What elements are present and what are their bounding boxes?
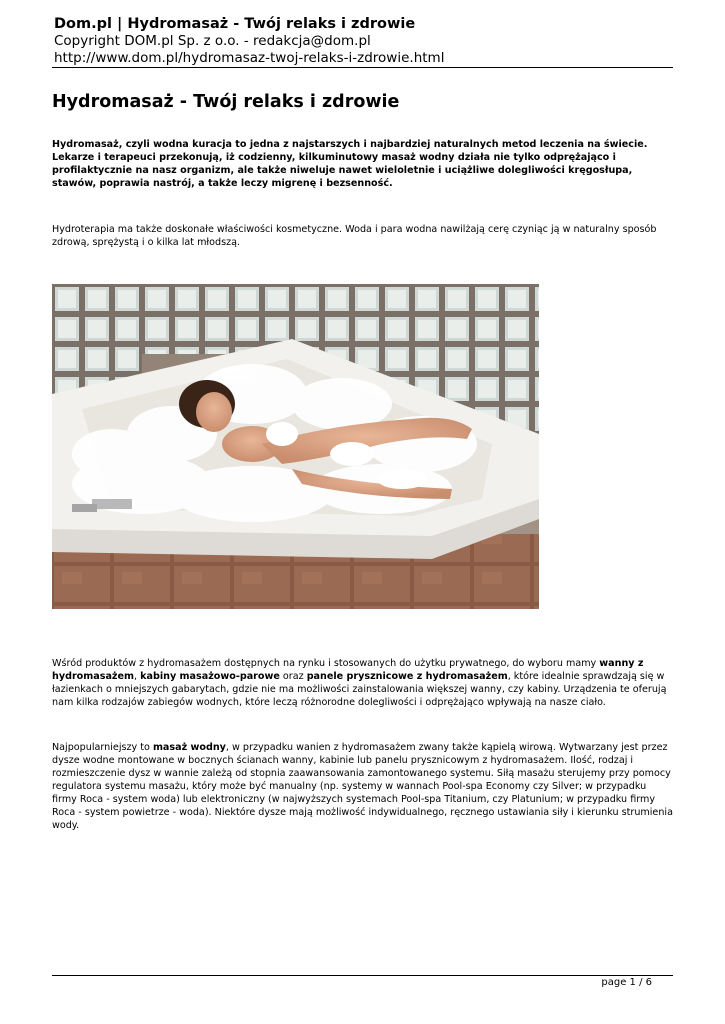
header-divider	[52, 67, 673, 68]
footer-divider	[52, 975, 673, 976]
bold-steam-cabins: kabiny masażowo-parowe	[140, 671, 280, 682]
text-run: Wśród produktów z hydromasażem dostępnych na rynku i stosowanych do użytku prywatnego, do wyboru mamy	[52, 658, 600, 669]
bath-photo	[52, 284, 539, 609]
header-copyright: Copyright DOM.pl Sp. z o.o. - redakcja@dom.pl	[54, 33, 371, 49]
text-run: Najpopularniejszy to	[52, 742, 153, 753]
text-run: oraz	[279, 671, 307, 682]
document-header	[54, 16, 673, 67]
text-run: , które idealnie sprawdzają się w łazienkach o mniejszych gabarytach, gdzie nie ma możliwości zainstalowania większej wanny, czy kabiny. Urządzenia te oferują nam kilka rodzajów zabiegów wodnych, które leczą różnorodne dolegliwości i odprężająco wpływają na nasze ciało.	[52, 671, 667, 708]
paragraph-cosmetic: Hydroterapia ma także doskonałe właściwości kosmetyczne. Woda i para wodna nawilżają cerę czyniąc ją w naturalny sposób zdrową, sprężystą i o kilka lat młodszą.	[52, 224, 657, 248]
article-lead: Hydromasaż, czyli wodna kuracja to jedna z najstarszych i najbardziej naturalnych metod leczenia na świecie. Lekarze i terapeuci przekonują, iż codzienny, kilkuminutowy masaż wodny działa nie tylko odprężająco i profilaktycznie na nasz organizm, ale także niweluje nawet wieloletnie i uciążliwe dolegliwości kręgosłupa, stawów, poprawia nastrój, a także leczy migrenę i bezsenność.	[52, 139, 648, 189]
text-run: ,	[134, 671, 141, 682]
bold-shower-panels: panele prysznicowe z hydromasażem	[306, 671, 508, 682]
page-number: page 1 / 6	[601, 977, 652, 988]
bold-water-massage: masaż wodny	[152, 742, 226, 753]
paragraph-water-massage	[52, 741, 674, 832]
bold-whirlpool-baths: wanny z hydromasażem	[52, 658, 644, 682]
paragraph-products	[52, 657, 674, 709]
text-run: , w przypadku wanien z hydromasażem zwany także kąpielą wirową. Wytwarzany jest przez dysze wodne montowane w bocznych ścianach wanny, kabinie lub panelu prysznicowym z hydromasażem. Ilość, rodzaj i rozmieszczenie dysz w wannie zależą od stopnia zaawansowania zamontowanego systemu. Siłą masażu sterujemy przy pomocy regulatora systemu masażu, który może być manualny (np. systemy w wannach Pool-spa Economy czy Silver; w przypadku firmy Roca - system woda) lub elektroniczny (w najwyższych systemach Pool-spa Titanium, czy Platunium; w przypadku firmy Roca - system powietrze - woda). Niektóre dysze mają możliwość indywidualnego, ręcznego ustawiania siły i kierunku strumienia wody.	[52, 742, 673, 831]
article-title: Hydromasaż - Twój relaks i zdrowie	[52, 92, 400, 112]
header-url[interactable]: http://www.dom.pl/hydromasaz-twoj-relaks-i-zdrowie.html	[54, 50, 445, 66]
header-title: Dom.pl | Hydromasaż - Twój relaks i zdrowie	[54, 16, 416, 32]
